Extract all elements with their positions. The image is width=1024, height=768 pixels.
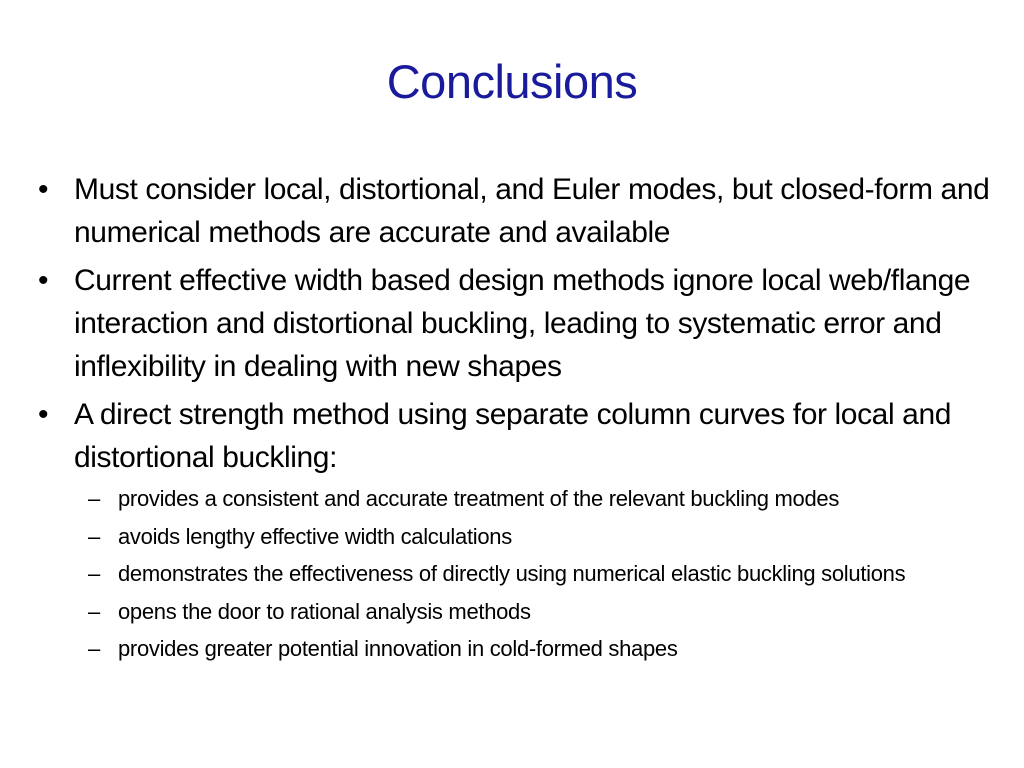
sub-bullet-marker: – (88, 598, 100, 624)
bullet-item-3 (28, 393, 998, 479)
sub-bullet-text: provides a consistent and accurate treatment of the relevant buckling modes (118, 486, 840, 511)
sub-bullet-marker: – (88, 636, 100, 661)
bullet-text: Current effective width based design methods ignore local web/flange interaction and distortional buckling, leading to systematic error and inflexibility in dealing with new shapes (74, 264, 971, 383)
bullet-marker: • (37, 398, 49, 431)
sub-bullet-item-1 (28, 484, 998, 514)
bullet-item-2 (28, 259, 998, 388)
sub-bullet-marker: – (88, 523, 100, 549)
sub-bullet-item-2 (28, 522, 998, 552)
sub-bullet-text: provides greater potential innovation in cold-formed shapes (118, 636, 678, 661)
bullet-marker: • (37, 173, 49, 206)
sub-bullet-marker: – (88, 561, 100, 586)
sub-bullet-list (28, 484, 998, 664)
sub-bullet-marker: – (88, 486, 100, 511)
slide-content (28, 168, 998, 672)
sub-bullet-text: opens the door to rational analysis methods (118, 598, 531, 624)
sub-bullet-text: avoids lengthy effective width calculations (118, 523, 512, 549)
bullet-text: Must consider local, distortional, and Euler modes, but closed-form and numerical methods are accurate and available (74, 173, 990, 249)
sub-bullet-item-3 (28, 559, 998, 589)
sub-bullet-text: demonstrates the effectiveness of directly using numerical elastic buckling solutions (118, 561, 906, 586)
bullet-item-1 (28, 168, 998, 254)
bullet-text: A direct strength method using separate column curves for local and distortional buckling: (74, 398, 952, 474)
slide-title: Conclusions (386, 55, 638, 108)
sub-bullet-item-5 (28, 634, 998, 664)
bullet-marker: • (37, 264, 49, 297)
sub-bullet-item-4 (28, 597, 998, 627)
